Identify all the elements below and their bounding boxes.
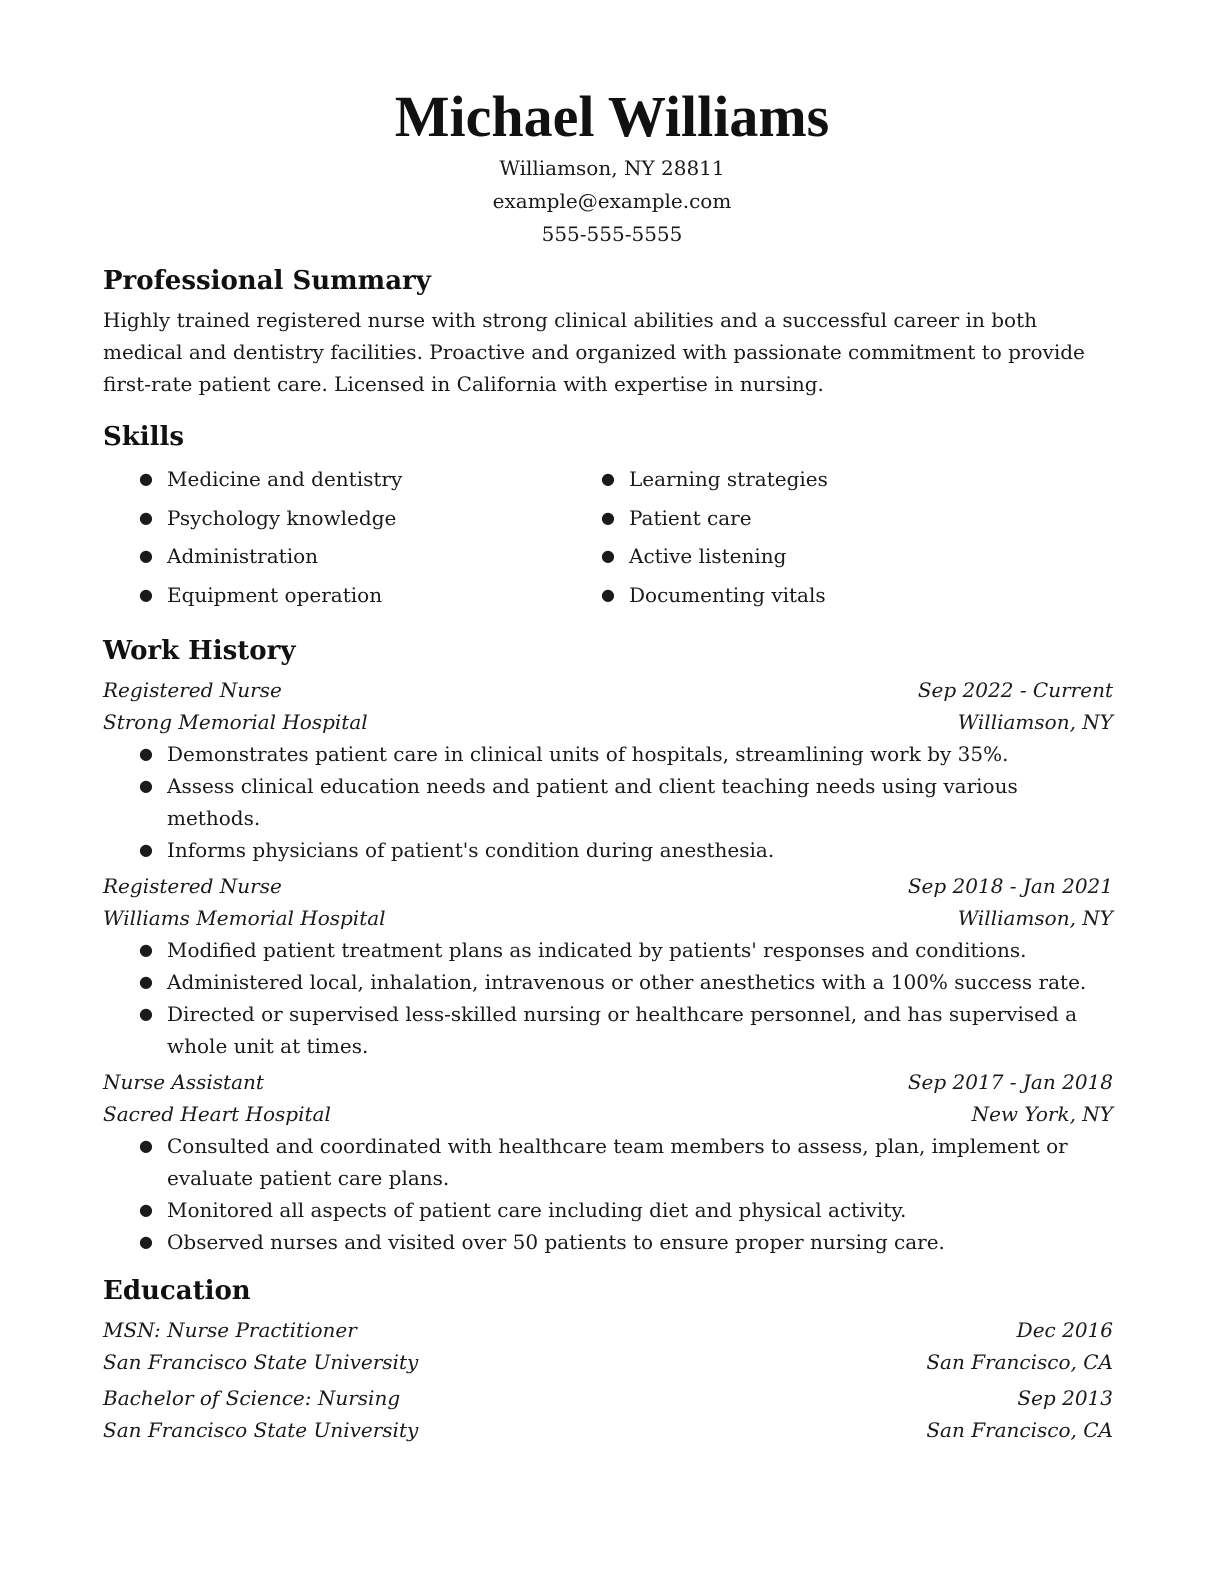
candidate-name: Michael Williams	[394, 84, 830, 149]
bullet-icon: ●	[601, 507, 615, 527]
skill-label: Administration	[167, 544, 319, 568]
duty-text: Consulted and coordinated with healthcare team members to assess, plan, implement or evaluate patient care plans.	[167, 1134, 1068, 1190]
job-title: Registered Nurse	[103, 874, 282, 898]
skill-label: Active listening	[629, 544, 787, 568]
education-entry	[103, 1314, 1113, 1378]
duty-text: Observed nurses and visited over 50 patients to ensure proper nursing care.	[167, 1230, 945, 1254]
job-entry	[103, 674, 1113, 866]
job-duties	[103, 738, 1113, 866]
bullet-icon: ●	[139, 744, 153, 763]
summary-heading: Professional Summary	[103, 266, 431, 296]
job-employer: Sacred Heart Hospital	[103, 1102, 331, 1126]
education-entry	[103, 1382, 1113, 1446]
resume-header	[0, 82, 1224, 251]
list-item	[103, 1194, 1113, 1226]
job-entry	[103, 870, 1113, 1062]
job-title: Registered Nurse	[103, 678, 282, 702]
list-item	[103, 576, 565, 615]
skills-column-left	[103, 460, 565, 614]
job-employer: Williams Memorial Hospital	[103, 906, 386, 930]
list-item	[565, 576, 1027, 615]
education-location: San Francisco, CA	[926, 1350, 1113, 1374]
education-school-row	[103, 1346, 1113, 1378]
job-location: Williamson, NY	[957, 906, 1113, 930]
bullet-icon: ●	[601, 546, 615, 565]
skills-list	[103, 460, 1113, 614]
education-degree: MSN: Nurse Practitioner	[103, 1318, 357, 1342]
education-date: Dec 2016	[1016, 1318, 1113, 1342]
bullet-icon: ●	[139, 776, 153, 795]
job-employer-row	[103, 706, 1113, 738]
job-employer-row	[103, 1098, 1113, 1130]
duty-text: Monitored all aspects of patient care including diet and physical activity.	[167, 1198, 907, 1222]
education-date: Sep 2013	[1017, 1386, 1113, 1410]
contact-location: Williamson, NY 28811	[499, 156, 725, 180]
summary-text: Highly trained registered nurse with strong clinical abilities and a successful career in both medical and dentistry facilities. Proactive and organized with passionate commitment to provide first-rate patient care. Licensed in California with expertise in nursing.	[103, 308, 1085, 396]
list-item	[103, 770, 1113, 834]
job-title: Nurse Assistant	[103, 1070, 264, 1094]
education-degree-row	[103, 1382, 1113, 1414]
duty-text: Informs physicians of patient's condition during anesthesia.	[167, 838, 775, 862]
list-item	[565, 499, 1027, 538]
bullet-icon: ●	[139, 940, 153, 959]
duty-text: Modified patient treatment plans as indicated by patients' responses and conditions.	[167, 938, 1027, 962]
work-history-heading: Work History	[103, 636, 296, 666]
duty-text: Administered local, inhalation, intravenous or other anesthetics with a 100% success rate.	[167, 970, 1087, 994]
duty-text: Demonstrates patient care in clinical units of hospitals, streamlining work by 35%.	[167, 742, 1009, 766]
bullet-icon: ●	[139, 1200, 153, 1219]
bullet-icon: ●	[139, 469, 153, 488]
duty-text: Assess clinical education needs and patient and client teaching needs using various methods.	[167, 774, 1018, 830]
list-item	[103, 1226, 1113, 1258]
bullet-icon: ●	[139, 1004, 153, 1023]
bullet-icon: ●	[601, 469, 615, 488]
list-item	[103, 537, 565, 576]
education-school-row	[103, 1414, 1113, 1446]
job-title-row	[103, 674, 1113, 706]
job-title-row	[103, 1066, 1113, 1098]
list-item	[103, 934, 1113, 966]
list-item	[103, 499, 565, 538]
resume-body	[103, 262, 1113, 1450]
list-item	[103, 738, 1113, 770]
job-employer-row	[103, 902, 1113, 934]
list-item	[103, 966, 1113, 998]
list-item	[103, 998, 1113, 1062]
job-employer: Strong Memorial Hospital	[103, 710, 368, 734]
list-item	[103, 834, 1113, 866]
skill-label: Equipment operation	[167, 582, 383, 607]
job-duties	[103, 934, 1113, 1062]
skill-label: Psychology knowledge	[167, 505, 397, 530]
contact-info	[0, 152, 1224, 251]
bullet-icon: ●	[139, 546, 153, 565]
education-degree: Bachelor of Science: Nursing	[103, 1386, 401, 1410]
job-entry	[103, 1066, 1113, 1258]
job-dates: Sep 2018 - Jan 2021	[907, 874, 1113, 898]
list-item	[565, 537, 1027, 576]
bullet-icon: ●	[139, 584, 153, 604]
skills-heading: Skills	[103, 422, 185, 452]
list-item	[565, 460, 1027, 499]
job-duties	[103, 1130, 1113, 1258]
job-title-row	[103, 870, 1113, 902]
job-dates: Sep 2022 - Current	[917, 678, 1113, 702]
skill-label: Learning strategies	[629, 467, 828, 491]
contact-phone: 555-555-5555	[541, 222, 683, 246]
bullet-icon: ●	[139, 1136, 153, 1155]
skill-label: Documenting vitals	[629, 582, 826, 607]
bullet-icon: ●	[139, 1232, 153, 1251]
contact-email: example@example.com	[492, 189, 732, 213]
education-school: San Francisco State University	[103, 1418, 419, 1442]
education-location: San Francisco, CA	[926, 1418, 1113, 1442]
list-item	[103, 1130, 1113, 1194]
duty-text: Directed or supervised less-skilled nursing or healthcare personnel, and has supervised a whole unit at times.	[167, 1002, 1078, 1058]
skills-column-right	[565, 460, 1027, 614]
job-dates: Sep 2017 - Jan 2018	[907, 1070, 1113, 1094]
job-location: Williamson, NY	[957, 710, 1113, 734]
education-heading: Education	[103, 1276, 251, 1306]
bullet-icon: ●	[139, 507, 153, 527]
education-degree-row	[103, 1314, 1113, 1346]
bullet-icon: ●	[139, 840, 153, 859]
skill-label: Patient care	[629, 505, 752, 530]
job-location: New York, NY	[971, 1102, 1113, 1126]
skill-label: Medicine and dentistry	[167, 467, 403, 491]
bullet-icon: ●	[601, 584, 615, 604]
list-item	[103, 460, 565, 499]
education-school: San Francisco State University	[103, 1350, 419, 1374]
bullet-icon: ●	[139, 972, 153, 991]
